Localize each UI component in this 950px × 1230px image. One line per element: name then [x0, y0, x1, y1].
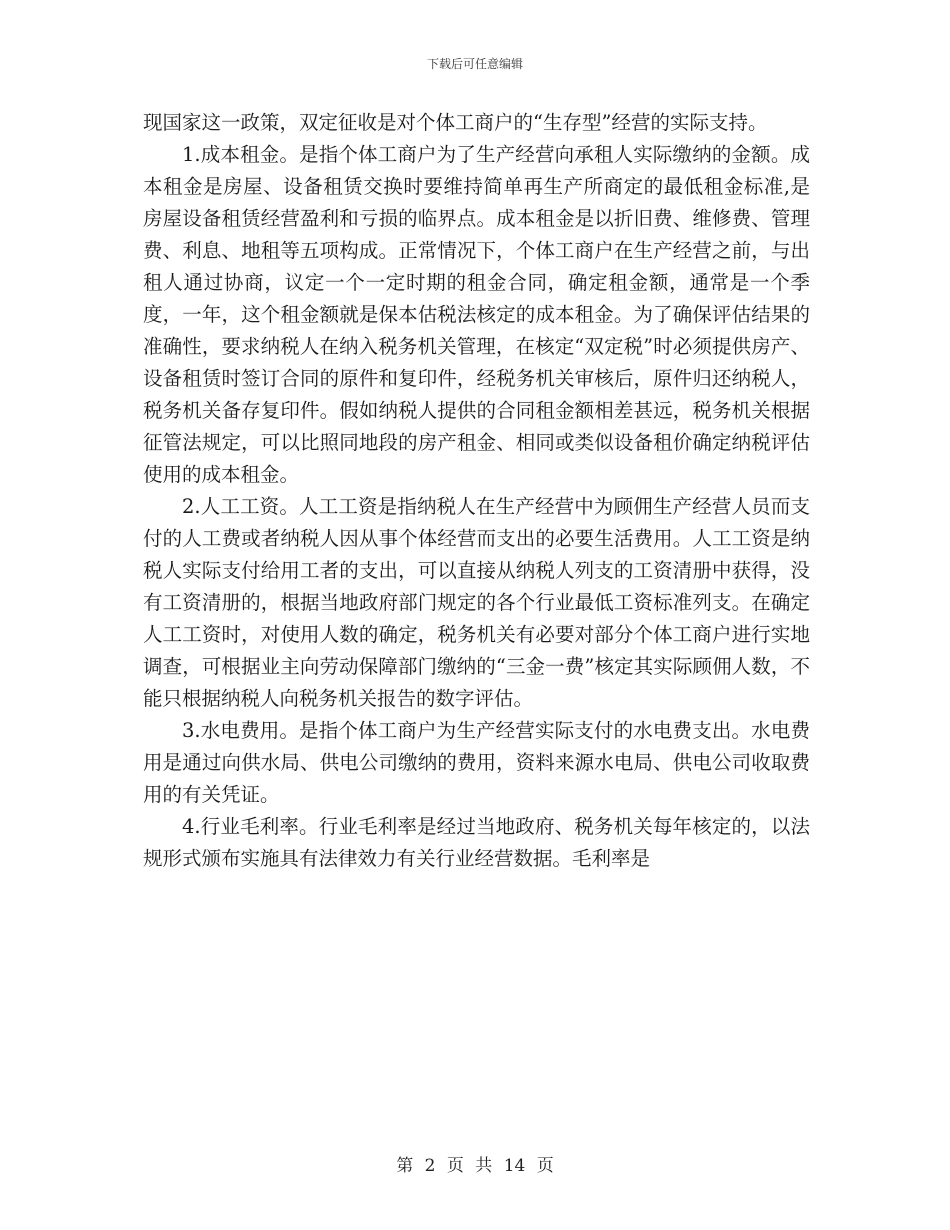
- paragraph-continuation: 现国家这一政策，双定征收是对个体工商户的“生存型”经营的实际支持。: [143, 111, 768, 134]
- paragraph-gross-margin: 4.行业毛利率。行业毛利率是经过当地政府、税务机关每年核定的，以法规形式颁布实施具有法律效力有关行业经营数据。毛利率是: [143, 815, 810, 870]
- document-body: [143, 107, 810, 875]
- paragraph-utility-costs: 3.水电费用。是指个体工商户为生产经营实际支付的水电费支出。水电费用是通过向供水局、供电公司缴纳的费用，资料来源水电局、供电公司收取费用的有关凭证。: [143, 719, 810, 806]
- page-number-footer: 第 2 页 共 14 页: [396, 1156, 554, 1176]
- page-header: 下载后可任意编辑: [426, 57, 523, 71]
- paragraph-labor-wages: 2.人工工资。人工工资是指纳税人在生产经营中为顾佣生产经营人员而支付的人工费或者纳税人因从事个体经营而支出的必要生活费用。人工工资是纳税人实际支付给用工者的支出，可以直接从纳税人列支的工资清册中获得，没有工资清册的，根据当地政府部门规定的各个行业最低工资标准列支。在确定人工工资时，对使用人数的确定，税务机关有必要对部分个体工商户进行实地调查，可根据业主向劳动保障部门缴纳的“三金一费”核定其实际顾佣人数，不能只根据纳税人向税务机关报告的数字评估。: [143, 495, 810, 710]
- paragraph-cost-rent: 1.成本租金。是指个体工商户为了生产经营向承租人实际缴纳的金额。成本租金是房屋、设备租赁交换时要维持简单再生产所商定的最低租金标准,是房屋设备租赁经营盈利和亏损的临界点。成本租金是以折旧费、维修费、管理费、利息、地租等五项构成。正常情况下，个体工商户在生产经营之前，与出租人通过协商，议定一个一定时期的租金合同，确定租金额，通常是一个季度，一年，这个租金额就是保本估税法核定的成本租金。为了确保评估结果的准确性，要求纳税人在纳入税务机关管理，在核定“双定税”时必须提供房产、设备租赁时签订合同的原件和复印件，经税务机关审核后，原件归还纳税人，税务机关备存复印件。假如纳税人提供的合同租金额相差甚远，税务机关根据征管法规定，可以比照同地段的房产租金、相同或类似设备租价确定纳税评估使用的成本租金。: [143, 143, 810, 486]
